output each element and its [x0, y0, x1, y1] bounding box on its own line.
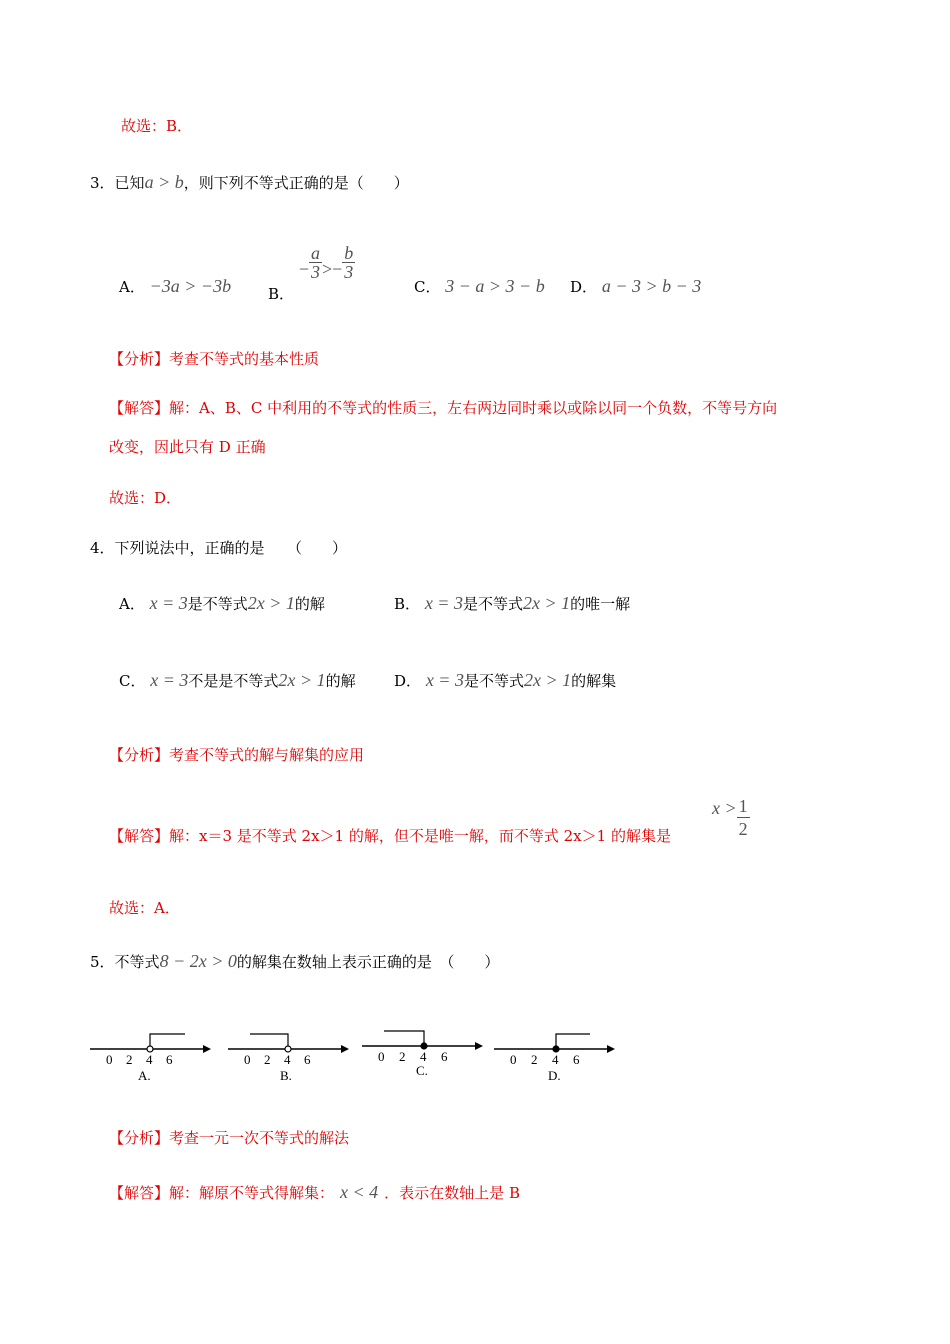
number-line-caption: A.: [138, 1068, 151, 1083]
q5-analysis: [109, 1128, 349, 1148]
q4-stem: [90, 538, 347, 558]
fraction-b-over-3: $\frac{b}{3}$: [344, 243, 354, 282]
answer-text: 解：x＝3 是不等式 2x＞1 的解，但不是唯一解，而不等式 2x＞1 的解集是: [169, 827, 671, 845]
minus-sign: −: [332, 258, 343, 279]
answer-text: 解：A、B、C 中利用的不等式的性质三，左右两边同时乘以或除以同一个负数，不等号方向: [169, 399, 778, 417]
tick-label: 0: [106, 1052, 113, 1067]
option-label: A．: [119, 278, 145, 296]
tick-label: 2: [399, 1049, 406, 1064]
answer-math: x < 4: [340, 1182, 379, 1202]
q3-stem: [90, 172, 409, 193]
option-text: 不是是不等式: [188, 672, 279, 690]
option-math: 2x > 1: [278, 670, 326, 690]
option-text: 的解集: [571, 672, 617, 690]
option-label: D．: [394, 672, 422, 690]
answer-x-gt: x >: [712, 797, 737, 818]
option-math: 3 − a > 3 − b: [445, 276, 545, 296]
tick-label: 0: [244, 1052, 251, 1067]
q5-stem-pre: 不等式: [114, 953, 160, 971]
number-line-a: [90, 1030, 215, 1083]
option-math: x = 3: [424, 593, 463, 613]
q4-option-a: [119, 593, 325, 614]
option-math: 2x > 1: [247, 593, 295, 613]
q5-stem-post: 的解集在数轴上表示正确的是 （ ）: [236, 953, 500, 971]
option-text: 是不等式: [462, 595, 523, 613]
option-label: C．: [414, 278, 441, 296]
q4-analysis: [109, 745, 364, 765]
option-math: 2x > 1: [522, 593, 571, 613]
q3-option-d: [570, 276, 701, 297]
fraction-one-half: $\frac{1}{2}$: [738, 796, 748, 839]
option-text: 的解: [294, 595, 325, 613]
q3-option-b: [268, 243, 355, 303]
q4-stem-text: 下列说法中，正确的是 （ ）: [114, 539, 348, 557]
q4-option-d: [394, 670, 616, 691]
number-line-c: [362, 1027, 487, 1078]
option-math: −3a > −3b: [149, 276, 232, 296]
tick-label: 0: [378, 1049, 385, 1064]
tick-label: 6: [573, 1052, 580, 1067]
option-text: 的解: [325, 672, 356, 690]
minus-sign: −: [298, 258, 309, 279]
option-math: x = 3: [149, 593, 188, 613]
answer-text: 解：解原不等式得解集：: [169, 1184, 335, 1202]
q3-answer-line2: 改变，因此只有 D 正确: [109, 438, 266, 456]
tick-label: 4: [420, 1049, 427, 1064]
tick-label: 2: [126, 1052, 133, 1067]
fraction-a-over-3: $\frac{a}{3}$: [310, 243, 320, 282]
analysis-text: 考查一元一次不等式的解法: [169, 1129, 350, 1147]
tick-label: 4: [284, 1052, 291, 1067]
option-math: a − 3 > b − 3: [601, 276, 702, 296]
tick-label: 4: [552, 1052, 559, 1067]
tick-label: 2: [264, 1052, 271, 1067]
option-label: D．: [570, 278, 598, 296]
tick-label: 2: [531, 1052, 538, 1067]
tick-label: 6: [304, 1052, 311, 1067]
q3-stem-math: a > b: [144, 172, 184, 192]
answer-text: ．表示在数轴上是 B: [384, 1184, 520, 1202]
q4-option-c: [119, 670, 356, 691]
q3-option-c: [414, 276, 545, 297]
option-label: C．: [119, 672, 146, 690]
q2-conclusion: 故选：B．: [121, 117, 193, 135]
option-text: 的唯一解: [570, 595, 631, 613]
answer-tag: 【解答】: [109, 399, 170, 417]
q4-answer-math: [712, 795, 750, 840]
analysis-text: 考查不等式的解与解集的应用: [169, 746, 365, 764]
number-line-caption: B.: [280, 1068, 292, 1083]
analysis-tag: 【分析】: [109, 350, 170, 368]
q5-number: 5．: [90, 953, 115, 971]
option-label: A．: [119, 595, 145, 613]
number-line-caption: C.: [416, 1063, 428, 1078]
option-math: x = 3: [425, 670, 464, 690]
q4-conclusion: 故选：A．: [109, 899, 180, 917]
q4-answer: [109, 826, 671, 846]
analysis-tag: 【分析】: [109, 1129, 170, 1147]
q3-analysis: [109, 349, 319, 369]
q3-stem-pre: 已知: [114, 174, 145, 192]
option-label: B．: [268, 284, 295, 303]
tick-label: 0: [510, 1052, 517, 1067]
answer-tag: 【解答】: [109, 1184, 170, 1202]
q3-option-a: [119, 276, 231, 297]
q3-answer-line1: [109, 398, 777, 418]
tick-label: 6: [166, 1052, 173, 1067]
q5-stem: [90, 951, 499, 972]
q3-stem-post: ，则下列不等式正确的是（ ）: [183, 174, 409, 192]
option-math: x = 3: [150, 670, 189, 690]
q5-stem-math: 8 − 2x > 0: [159, 951, 237, 971]
q3-number: 3．: [90, 174, 115, 192]
option-label: B．: [394, 595, 421, 613]
number-line-b: [228, 1030, 353, 1083]
option-text: 是不等式: [187, 595, 248, 613]
answer-tag: 【解答】: [109, 827, 170, 845]
greater-sign: >: [321, 258, 333, 279]
analysis-tag: 【分析】: [109, 746, 170, 764]
q4-number: 4．: [90, 539, 115, 557]
q3-conclusion: 故选：D．: [109, 489, 182, 507]
option-math: 2x > 1: [523, 670, 572, 690]
tick-label: 4: [146, 1052, 153, 1067]
q4-option-b: [394, 593, 630, 614]
q5-answer: [109, 1182, 520, 1203]
number-line-caption: D.: [548, 1068, 561, 1083]
tick-label: 6: [441, 1049, 448, 1064]
analysis-text: 考查不等式的基本性质: [169, 350, 320, 368]
option-text: 是不等式: [463, 672, 524, 690]
number-line-d: [494, 1030, 619, 1083]
